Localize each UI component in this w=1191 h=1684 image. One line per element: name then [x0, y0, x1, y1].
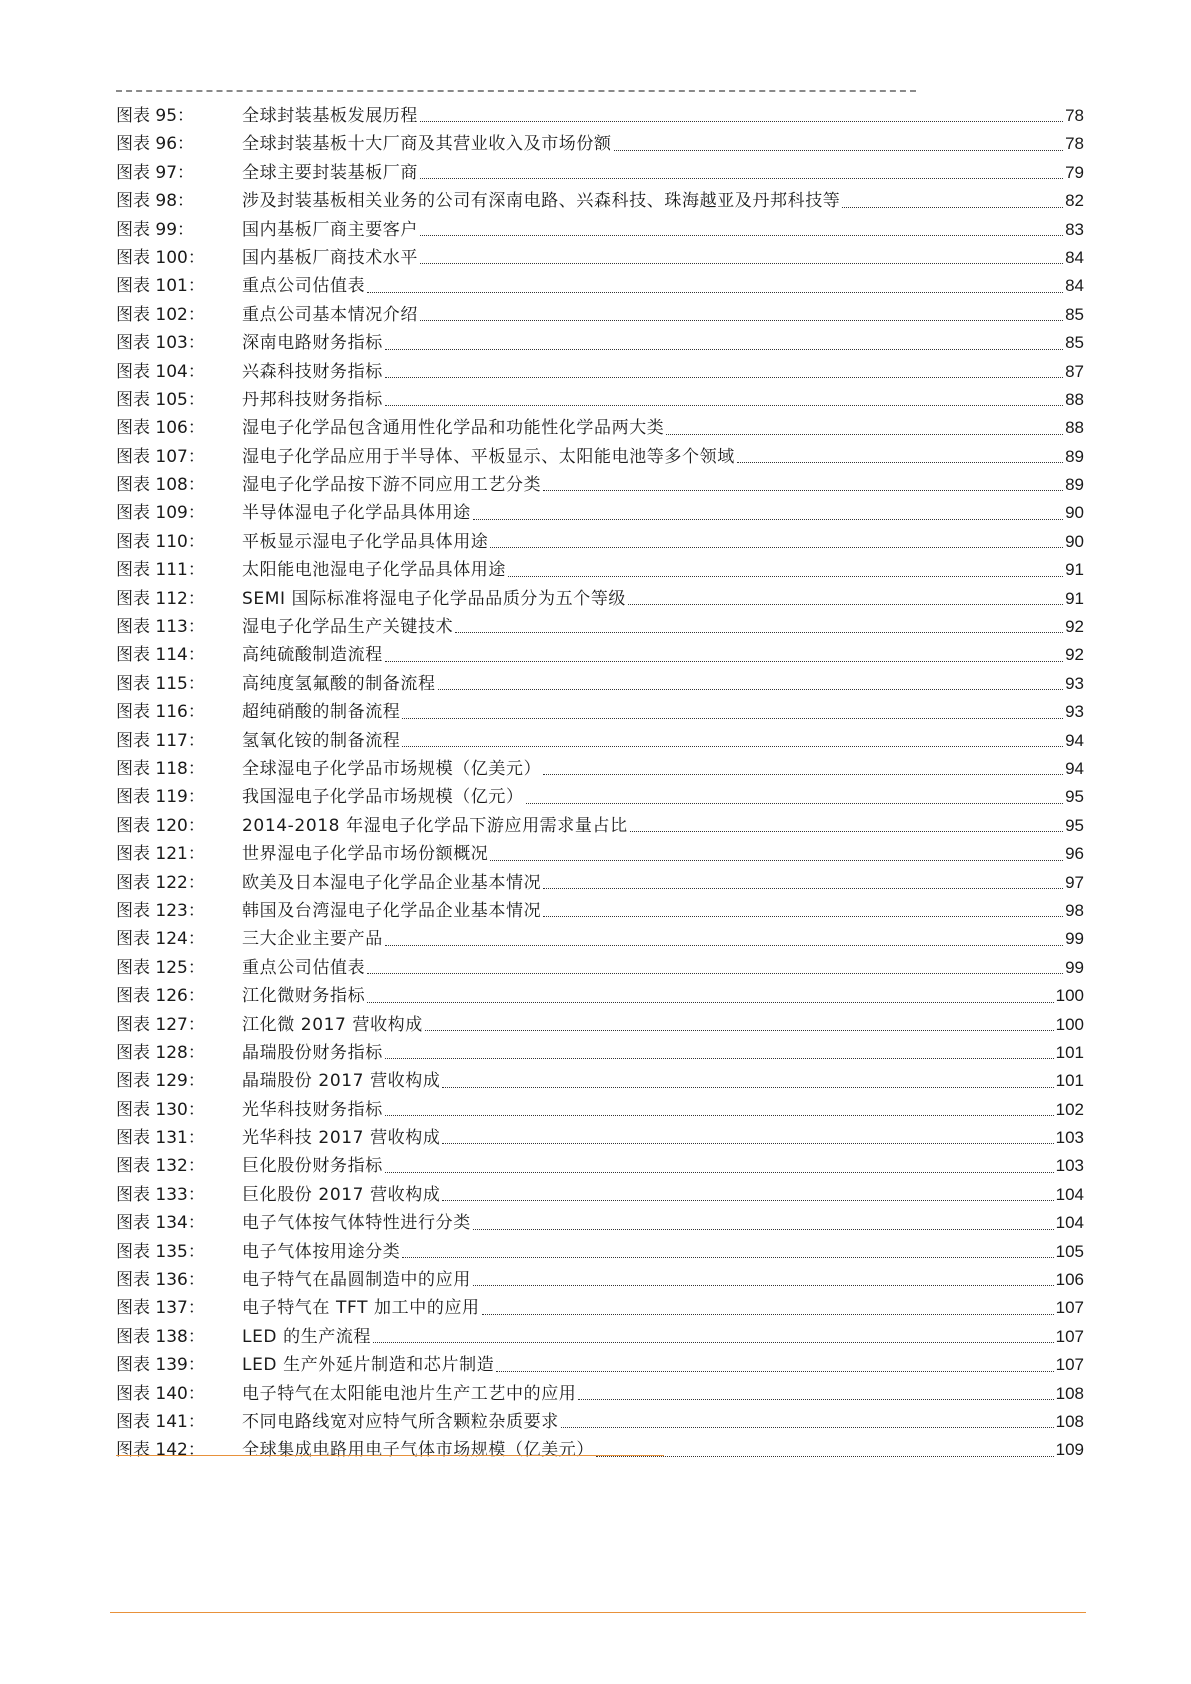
toc-entry-title[interactable]: 全球湿电子化学品市场规模（亿美元） [242, 758, 542, 779]
toc-entry-title[interactable]: 深南电路财务指标 [242, 333, 383, 354]
toc-dot-leader [543, 490, 1063, 491]
toc-entry-page-number[interactable]: 102 [1055, 1099, 1084, 1119]
toc-entry-label: 图表 100： [116, 247, 205, 268]
toc-entry-title[interactable]: 湿电子化学品生产关键技术 [242, 617, 454, 638]
toc-entry[interactable] [116, 556, 1084, 584]
toc-entry-label: 图表 126： [116, 986, 205, 1007]
toc-entry-title[interactable]: 湿电子化学品包含通用性化学品和功能性化学品两大类 [242, 418, 665, 439]
toc-entry-page-number[interactable]: 108 [1055, 1383, 1084, 1403]
toc-entry[interactable] [116, 1436, 1084, 1464]
toc-entry-label: 图表 113： [116, 617, 205, 638]
toc-entry-label: 图表 131： [116, 1128, 205, 1149]
toc-dot-leader [367, 1002, 1053, 1003]
toc-entry-page-number[interactable]: 104 [1055, 1184, 1084, 1204]
toc-entry[interactable] [116, 670, 1084, 698]
toc-entry[interactable] [116, 1351, 1084, 1379]
toc-entry[interactable] [116, 1096, 1084, 1124]
toc-entry-page-number[interactable]: 93 [1065, 702, 1084, 722]
toc-entry[interactable] [116, 641, 1084, 669]
toc-entry[interactable] [116, 329, 1084, 357]
toc-dot-leader [473, 1229, 1054, 1230]
toc-entry-title[interactable]: 丹邦科技财务指标 [242, 389, 383, 410]
toc-entry[interactable] [116, 727, 1084, 755]
toc-entry[interactable] [116, 159, 1084, 187]
toc-entry-title[interactable]: 我国湿电子化学品市场规模（亿元） [242, 787, 524, 808]
toc-entry[interactable] [116, 897, 1084, 925]
toc-dot-leader [425, 1030, 1054, 1031]
toc-entry[interactable] [116, 1067, 1084, 1095]
toc-dot-leader [526, 803, 1063, 804]
toc-dot-leader [385, 377, 1063, 378]
toc-entry-page-number[interactable]: 107 [1055, 1298, 1084, 1318]
toc-dot-leader [367, 973, 1063, 974]
toc-entry-title[interactable]: 重点公司估值表 [242, 276, 366, 297]
toc-entry-page-number[interactable]: 104 [1055, 1213, 1084, 1233]
toc-entry-page-number[interactable]: 100 [1055, 1014, 1084, 1034]
toc-dot-leader [596, 1456, 1054, 1457]
toc-entry-page-number[interactable]: 94 [1065, 730, 1084, 750]
toc-entry-label: 图表 123： [116, 900, 205, 921]
toc-entry-label: 图表 117： [116, 730, 205, 751]
toc-entry-page-number[interactable]: 99 [1065, 957, 1084, 977]
toc-dot-leader [442, 1087, 1053, 1088]
toc-entry-page-number[interactable]: 84 [1065, 276, 1084, 296]
toc-dot-leader [473, 519, 1063, 520]
toc-entry[interactable] [116, 613, 1084, 641]
toc-entry-page-number[interactable]: 95 [1065, 787, 1084, 807]
toc-entry-page-number[interactable]: 109 [1055, 1440, 1084, 1460]
toc-entry[interactable] [116, 1039, 1084, 1067]
toc-dot-leader [385, 405, 1063, 406]
toc-dot-leader [385, 661, 1063, 662]
toc-entry-title[interactable]: 国内基板厂商主要客户 [242, 219, 418, 240]
toc-entry-title[interactable]: 超纯硝酸的制备流程 [242, 702, 401, 723]
toc-entry-label: 图表 133： [116, 1184, 205, 1205]
toc-entry-label: 图表 128： [116, 1042, 205, 1063]
toc-entry-label: 图表 97： [116, 162, 195, 183]
toc-entry-label: 图表 135： [116, 1241, 205, 1262]
toc-entry-page-number[interactable]: 107 [1055, 1355, 1084, 1375]
toc-dot-leader [473, 1285, 1054, 1286]
table-of-figures [116, 102, 1084, 1465]
toc-entry[interactable] [116, 585, 1084, 613]
toc-entry-title[interactable]: 重点公司估值表 [242, 957, 366, 978]
toc-dot-leader [561, 1427, 1054, 1428]
toc-entry-title[interactable]: 电子特气在太阳能电池片生产工艺中的应用 [242, 1383, 577, 1404]
toc-entry-label: 图表 132： [116, 1156, 205, 1177]
toc-entry[interactable] [116, 301, 1084, 329]
toc-entry-title[interactable]: 韩国及台湾湿电子化学品企业基本情况 [242, 900, 542, 921]
toc-dot-leader [402, 1257, 1053, 1258]
toc-entry-label: 图表 102： [116, 304, 205, 325]
toc-entry[interactable] [116, 755, 1084, 783]
toc-dot-leader [367, 292, 1063, 293]
toc-entry-title[interactable]: 全球主要封装基板厂商 [242, 162, 418, 183]
toc-entry-page-number[interactable]: 89 [1065, 475, 1084, 495]
toc-entry[interactable] [116, 1380, 1084, 1408]
toc-dot-leader [420, 263, 1063, 264]
toc-dot-leader [373, 1342, 1054, 1343]
toc-dot-leader [385, 1058, 1054, 1059]
toc-entry-page-number[interactable]: 101 [1055, 1071, 1084, 1091]
toc-entry-label: 图表 95： [116, 106, 195, 126]
toc-entry[interactable] [116, 1209, 1084, 1237]
toc-entry-label: 图表 108： [116, 475, 205, 496]
toc-entry[interactable] [116, 1408, 1084, 1436]
toc-entry[interactable] [116, 130, 1084, 158]
toc-dot-leader [482, 1314, 1054, 1315]
toc-entry[interactable] [116, 244, 1084, 272]
toc-entry-page-number[interactable]: 103 [1055, 1156, 1084, 1176]
toc-entry-title[interactable]: 氢氧化铵的制备流程 [242, 730, 401, 751]
toc-entry-page-number[interactable]: 101 [1055, 1042, 1084, 1062]
toc-entry-title[interactable]: 全球集成电路用电子气体市场规模（亿美元） [242, 1440, 594, 1461]
toc-entry-page-number[interactable]: 85 [1065, 333, 1084, 353]
toc-entry-label: 图表 124： [116, 929, 205, 950]
toc-entry-label: 图表 139： [116, 1355, 205, 1376]
toc-entry-page-number[interactable]: 99 [1065, 929, 1084, 949]
last-entry-underline [116, 1455, 664, 1456]
toc-entry-title[interactable]: 高纯硫酸制造流程 [242, 645, 383, 666]
toc-dot-leader [543, 774, 1063, 775]
toc-entry-title[interactable]: 电子气体按用途分类 [242, 1241, 401, 1262]
toc-entry-page-number[interactable]: 103 [1055, 1128, 1084, 1148]
toc-entry-page-number[interactable]: 100 [1055, 986, 1084, 1006]
toc-entry-title[interactable]: 巨化股份 2017 营收构成 [242, 1184, 441, 1205]
toc-dot-leader [402, 718, 1063, 719]
toc-entry-page-number[interactable]: 94 [1065, 758, 1084, 778]
toc-entry-page-number[interactable]: 83 [1065, 219, 1084, 239]
toc-entry-title[interactable]: 湿电子化学品按下游不同应用工艺分类 [242, 475, 542, 496]
toc-dot-leader [628, 604, 1063, 605]
toc-entry-title[interactable]: 世界湿电子化学品市场份额概况 [242, 844, 489, 865]
toc-entry-label: 图表 114： [116, 645, 205, 666]
toc-entry-page-number[interactable]: 91 [1065, 560, 1084, 580]
toc-entry-title[interactable]: 光华科技财务指标 [242, 1099, 383, 1120]
toc-entry[interactable] [116, 1266, 1084, 1294]
toc-entry[interactable] [116, 386, 1084, 414]
toc-entry-title[interactable]: 巨化股份财务指标 [242, 1156, 383, 1177]
footer-rule [110, 1612, 1086, 1613]
toc-entry[interactable] [116, 358, 1084, 386]
toc-entry-title[interactable]: 全球封装基板十大厂商及其营业收入及市场份额 [242, 134, 612, 155]
toc-entry[interactable] [116, 954, 1084, 982]
toc-entry-page-number[interactable]: 92 [1065, 645, 1084, 665]
toc-dot-leader [490, 547, 1063, 548]
toc-entry[interactable] [116, 443, 1084, 471]
toc-entry-page-number[interactable]: 98 [1065, 900, 1084, 920]
toc-entry-title[interactable]: 电子特气在晶圆制造中的应用 [242, 1270, 471, 1291]
toc-entry-title[interactable]: 光华科技 2017 营收构成 [242, 1128, 441, 1149]
toc-entry[interactable] [116, 414, 1084, 442]
toc-entry-label: 图表 104： [116, 361, 205, 382]
toc-entry-title[interactable]: 2014-2018 年湿电子化学品下游应用需求量占比 [242, 815, 628, 836]
toc-entry-page-number[interactable]: 95 [1065, 815, 1084, 835]
toc-entry-label: 图表 130： [116, 1099, 205, 1120]
toc-dot-leader [385, 1172, 1054, 1173]
toc-entry-title[interactable]: LED 的生产流程 [242, 1326, 372, 1347]
toc-entry-title[interactable]: 不同电路线宽对应特气所含颗粒杂质要求 [242, 1411, 559, 1432]
toc-entry[interactable] [116, 528, 1084, 556]
toc-entry[interactable] [116, 1152, 1084, 1180]
toc-dot-leader [438, 689, 1063, 690]
toc-entry[interactable] [116, 471, 1084, 499]
toc-entry-page-number[interactable]: 85 [1065, 304, 1084, 324]
toc-entry-page-number[interactable]: 87 [1065, 361, 1084, 381]
toc-entry[interactable] [116, 982, 1084, 1010]
toc-entry[interactable] [116, 1011, 1084, 1039]
toc-entry-label: 图表 109： [116, 503, 205, 524]
toc-entry-title[interactable]: 江化微财务指标 [242, 986, 366, 1007]
toc-entry[interactable] [116, 783, 1084, 811]
toc-dot-leader [543, 888, 1063, 889]
toc-entry[interactable] [116, 869, 1084, 897]
toc-entry-page-number[interactable]: 79 [1065, 162, 1084, 182]
toc-entry-label: 图表 107： [116, 446, 205, 467]
toc-entry-page-number[interactable]: 92 [1065, 617, 1084, 637]
toc-dot-leader [442, 1200, 1053, 1201]
toc-entry-page-number[interactable]: 82 [1065, 191, 1084, 211]
toc-entry-label: 图表 115： [116, 673, 205, 694]
toc-entry-page-number[interactable]: 97 [1065, 872, 1084, 892]
toc-dot-leader [543, 916, 1063, 917]
toc-entry-title[interactable]: 兴森科技财务指标 [242, 361, 383, 382]
toc-entry-page-number[interactable]: 90 [1065, 503, 1084, 523]
toc-entry[interactable] [116, 499, 1084, 527]
toc-dot-leader [630, 831, 1063, 832]
toc-entry[interactable] [116, 187, 1084, 215]
toc-entry-title[interactable]: 重点公司基本情况介绍 [242, 304, 418, 325]
toc-dot-leader [490, 860, 1063, 861]
toc-entry-title[interactable]: 高纯度氢氟酸的制备流程 [242, 673, 436, 694]
toc-entry-title[interactable]: 涉及封装基板相关业务的公司有深南电路、兴森科技、珠海越亚及丹邦科技等 [242, 191, 841, 212]
toc-entry-page-number[interactable]: 88 [1065, 418, 1084, 438]
toc-entry-page-number[interactable]: 88 [1065, 389, 1084, 409]
toc-entry-title[interactable]: 太阳能电池湿电子化学品具体用途 [242, 560, 506, 581]
toc-entry[interactable] [116, 1124, 1084, 1152]
toc-entry-label: 图表 134： [116, 1213, 205, 1234]
toc-entry-label: 图表 106： [116, 418, 205, 439]
toc-entry-title[interactable]: 平板显示湿电子化学品具体用途 [242, 531, 489, 552]
toc-entry-label: 图表 98： [116, 191, 195, 212]
toc-entry-page-number[interactable]: 78 [1065, 106, 1084, 125]
toc-entry[interactable] [116, 812, 1084, 840]
toc-entry-label: 图表 142： [116, 1440, 205, 1461]
toc-dot-leader [666, 434, 1063, 435]
toc-entry[interactable] [116, 698, 1084, 726]
toc-entry[interactable] [116, 1323, 1084, 1351]
toc-entry-label: 图表 122： [116, 872, 205, 893]
toc-entry-page-number[interactable]: 78 [1065, 134, 1084, 154]
toc-entry-label: 图表 118： [116, 758, 205, 779]
toc-entry-page-number[interactable]: 91 [1065, 588, 1084, 608]
toc-entry-label: 图表 101： [116, 276, 205, 297]
toc-entry-title[interactable]: LED 生产外延片制造和芯片制造 [242, 1355, 495, 1376]
toc-dot-leader [442, 1143, 1053, 1144]
toc-entry[interactable] [116, 216, 1084, 244]
toc-dot-leader [402, 746, 1063, 747]
toc-entry-title[interactable]: 电子特气在 TFT 加工中的应用 [242, 1298, 480, 1319]
toc-entry-label: 图表 119： [116, 787, 205, 808]
toc-entry-label: 图表 141： [116, 1411, 205, 1432]
toc-entry-title[interactable]: 江化微 2017 营收构成 [242, 1014, 423, 1035]
toc-dot-leader [420, 235, 1063, 236]
toc-entry-label: 图表 120： [116, 815, 205, 836]
toc-entry-label: 图表 96： [116, 134, 195, 155]
toc-entry-label: 图表 105： [116, 389, 205, 410]
toc-entry-title[interactable]: 全球封装基板发展历程 [242, 106, 418, 126]
toc-entry-label: 图表 140： [116, 1383, 205, 1404]
toc-dot-leader [842, 207, 1063, 208]
toc-entry[interactable] [116, 1294, 1084, 1322]
toc-entry-label: 图表 111： [116, 560, 205, 581]
toc-dot-leader [420, 121, 1063, 122]
toc-dot-leader [508, 576, 1063, 577]
toc-entry-page-number[interactable]: 90 [1065, 531, 1084, 551]
toc-entry-page-number[interactable]: 107 [1055, 1326, 1084, 1346]
toc-entry-label: 图表 116： [116, 702, 205, 723]
toc-entry-label: 图表 125： [116, 957, 205, 978]
toc-entry-label: 图表 138： [116, 1326, 205, 1347]
toc-dot-leader [385, 349, 1063, 350]
toc-entry-label: 图表 137： [116, 1298, 205, 1319]
toc-entry[interactable] [116, 840, 1084, 868]
toc-dot-leader [496, 1371, 1053, 1372]
toc-dot-leader [737, 462, 1063, 463]
toc-entry-label: 图表 112： [116, 588, 205, 609]
toc-entry-title[interactable]: SEMI 国际标准将湿电子化学品品质分为五个等级 [242, 588, 627, 609]
toc-entry-label: 图表 136： [116, 1270, 205, 1291]
toc-entry-label: 图表 121： [116, 844, 205, 865]
toc-entry[interactable] [116, 1181, 1084, 1209]
top-dashed-divider [116, 90, 916, 92]
toc-entry-title[interactable]: 晶瑞股份财务指标 [242, 1042, 383, 1063]
toc-dot-leader [420, 320, 1063, 321]
toc-entry[interactable] [116, 1238, 1084, 1266]
toc-dot-leader [420, 178, 1063, 179]
toc-dot-leader [455, 632, 1063, 633]
toc-entry-page-number[interactable]: 106 [1055, 1270, 1084, 1290]
toc-entry-page-number[interactable]: 96 [1065, 844, 1084, 864]
toc-entry-title[interactable]: 三大企业主要产品 [242, 929, 383, 950]
toc-dot-leader [385, 1115, 1054, 1116]
toc-entry-page-number[interactable]: 84 [1065, 247, 1084, 267]
toc-entry-page-number[interactable]: 89 [1065, 446, 1084, 466]
toc-entry-label: 图表 103： [116, 333, 205, 354]
toc-entry-label: 图表 127： [116, 1014, 205, 1035]
toc-entry-page-number[interactable]: 93 [1065, 673, 1084, 693]
toc-entry-title[interactable]: 电子气体按气体特性进行分类 [242, 1213, 471, 1234]
toc-entry[interactable] [116, 102, 1084, 130]
toc-dot-leader [385, 945, 1063, 946]
toc-entry-title[interactable]: 国内基板厂商技术水平 [242, 247, 418, 268]
toc-entry-label: 图表 110： [116, 531, 205, 552]
toc-entry-title[interactable]: 晶瑞股份 2017 营收构成 [242, 1071, 441, 1092]
toc-entry-label: 图表 129： [116, 1071, 205, 1092]
toc-dot-leader [578, 1399, 1053, 1400]
toc-entry-page-number[interactable]: 105 [1055, 1241, 1084, 1261]
toc-dot-leader [614, 150, 1063, 151]
toc-entry[interactable] [116, 925, 1084, 953]
toc-entry-title[interactable]: 半导体湿电子化学品具体用途 [242, 503, 471, 524]
toc-entry-page-number[interactable]: 108 [1055, 1411, 1084, 1431]
toc-entry-title[interactable]: 欧美及日本湿电子化学品企业基本情况 [242, 872, 542, 893]
toc-entry-title[interactable]: 湿电子化学品应用于半导体、平板显示、太阳能电池等多个领域 [242, 446, 735, 467]
toc-entry[interactable] [116, 272, 1084, 300]
toc-entry-label: 图表 99： [116, 219, 195, 240]
